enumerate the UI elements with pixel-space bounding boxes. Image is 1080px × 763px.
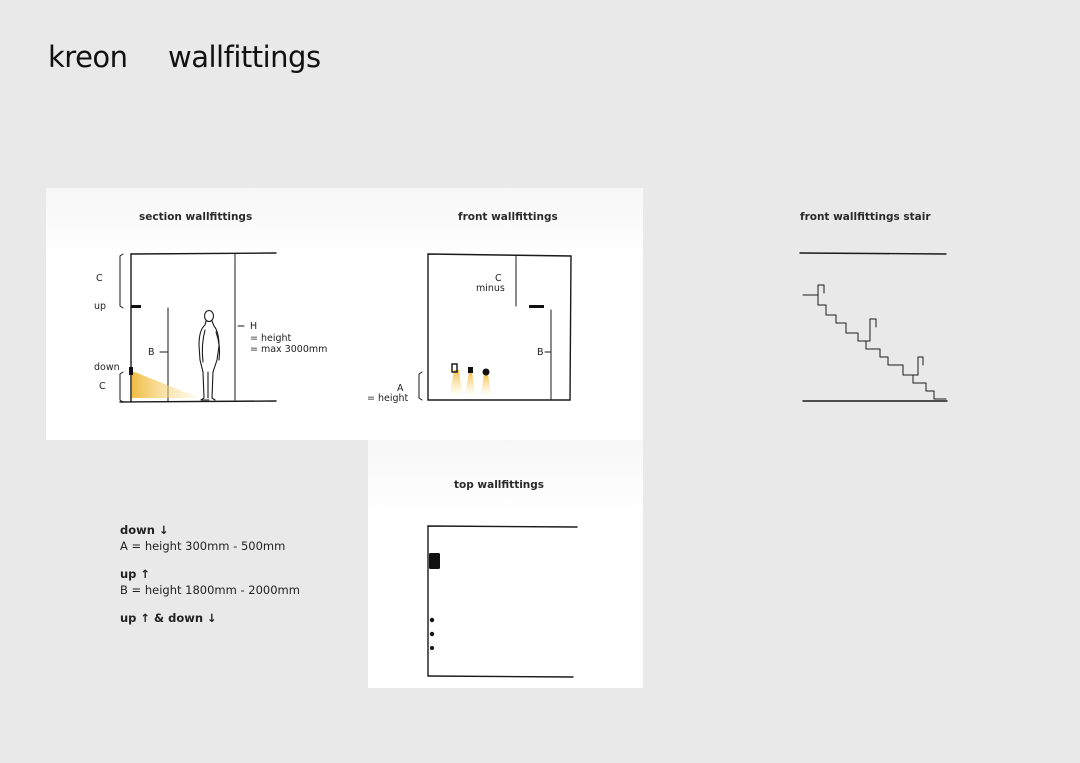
section-up-label: up [94,301,107,312]
light-beam-icon [450,364,491,394]
front-a-label: A [397,383,404,394]
note-updown-heading: up ↑ & down ↓ [120,611,217,625]
stair-ceiling-line [800,253,946,254]
section-h-max-label: = max 3000mm [250,344,328,355]
top-fitting-dot-2 [430,632,434,636]
brand-logo: kreon [48,40,128,74]
top-fitting-dot-1 [430,618,434,622]
front-b-label: B [537,347,544,358]
stair-steps [803,295,946,399]
section-down-beam [132,371,200,398]
section-up-fitting [131,305,141,308]
stair-rail-1 [818,285,824,295]
note-down-value: A = height 300mm - 500mm [120,539,286,553]
front-up-fitting [529,305,544,308]
page-title: wallfittings [168,40,321,74]
person-figure-icon [199,311,220,401]
height-notes [120,523,300,625]
top-floor-line [428,676,573,677]
section-b-label: B [148,347,155,358]
stair-rail-2 [866,319,876,341]
section-h-label: H [250,321,258,332]
section-c-bottom-label: C [99,381,106,392]
note-down-heading: down ↓ [120,523,169,537]
top-fitting-dot-3 [430,646,434,650]
section-c-bottom-bracket [120,372,123,402]
top-wall-line [428,526,577,676]
section-down-label: down [94,362,120,373]
front-c-label: C [495,273,502,284]
stair-rail-3 [913,357,923,375]
stair-icon [800,253,947,401]
section-c-top-bracket [120,254,123,308]
front-view-label: front wallfittings [458,211,558,223]
section-view-label: section wallfittings [139,211,253,223]
note-up-heading: up ↑ [120,567,151,581]
section-ceiling-line [131,253,276,254]
section-down-fitting [129,367,133,375]
front-a-height-label: = height [367,393,409,404]
top-drawing [428,526,577,677]
section-h-height-label: = height [250,333,292,344]
section-c-top-label: C [96,273,103,284]
note-up-value: B = height 1800mm - 2000mm [120,583,300,597]
section-floor-line [120,401,276,402]
stair-view-label: front wallfittings stair [800,211,931,223]
top-wall-fitting [429,553,440,569]
front-c-minus-label: minus [476,283,505,294]
front-a-bracket [419,372,422,400]
top-view-label: top wallfittings [454,479,545,491]
